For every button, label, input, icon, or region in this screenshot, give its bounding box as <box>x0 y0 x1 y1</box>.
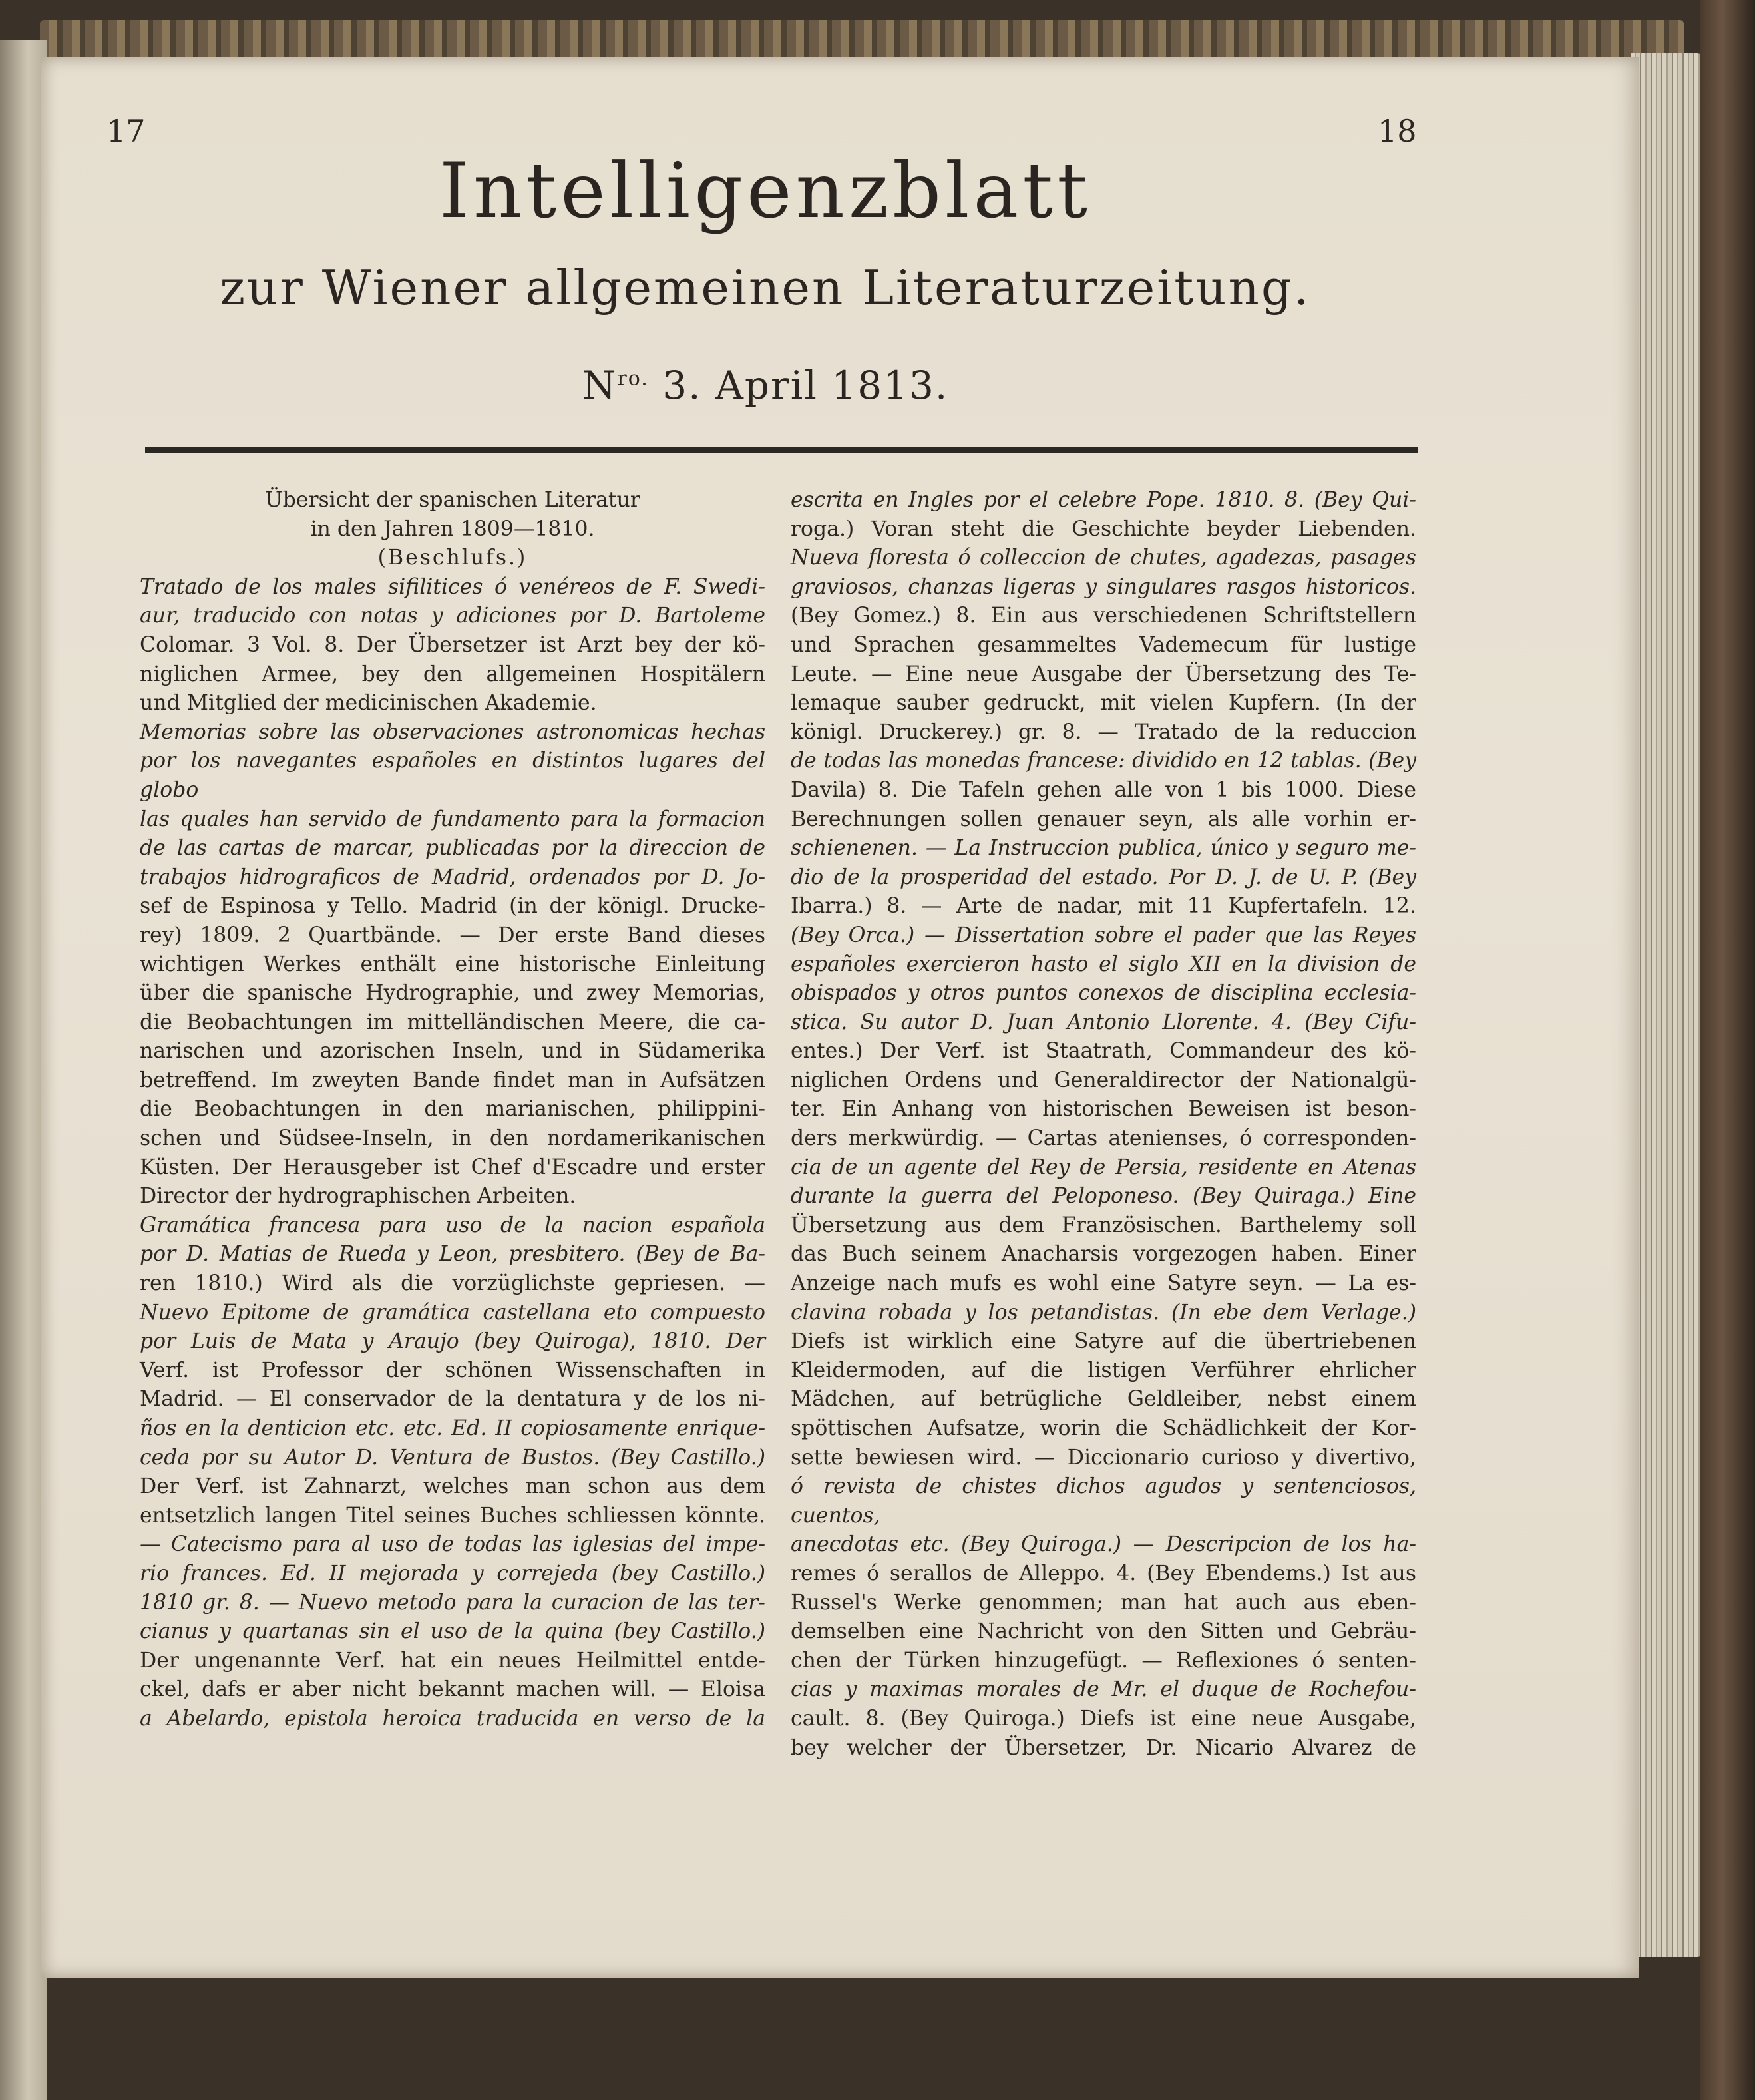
text-line: Nueva floresta ó colleccion de chutes, agadezas, pasages <box>791 546 1416 570</box>
text-line: ckel, dafs er aber nicht bekannt machen will. — Eloisa <box>140 1677 765 1702</box>
text-line: — Catecismo para al uso de todas las iglesias del impe- <box>140 1532 765 1557</box>
journal-title: Intelligenzblatt <box>439 146 1092 235</box>
text-line: stica. Su autor D. Juan Antonio Llorente. 4. (Bey Cifu- <box>791 1010 1416 1034</box>
text-line: de todas las monedas francese: dividido en 12 tablas. (Bey <box>791 749 1416 773</box>
text-line: por D. Matias de Rueda y Leon, presbitero. (Bey de Ba- <box>140 1242 765 1267</box>
text-line: graviosos, chanzas ligeras y singulares rasgos historicos. <box>791 574 1416 599</box>
text-line: Der ungenannte Verf. hat ein neues Heilmittel entde- <box>140 1648 765 1673</box>
text-line: Tratado de los males sifilitices ó venéreos de F. Swedi- <box>140 574 765 599</box>
issue-line <box>113 363 1418 408</box>
text-line: ó revista de chistes dichos agudos y sentenciosos, cuentos, <box>791 1474 1416 1528</box>
text-line: bey welcher der Übersetzer, Dr. Nicario Alvarez de <box>791 1735 1416 1760</box>
header-rule <box>145 447 1418 453</box>
text-line: sef de Espinosa y Tello. Madrid (in der königl. Drucke- <box>140 894 765 919</box>
article-heading-line: in den Jahren 1809—1810. <box>310 517 595 541</box>
text-line: Diefs ist wirklich eine Satyre auf die übertriebenen <box>791 1329 1416 1354</box>
text-line: wichtigen Werkes enthält eine historische Einleitung <box>140 952 765 976</box>
text-line: betreffend. Im zweyten Bande findet man in Aufsätzen <box>140 1068 765 1092</box>
text-line: por Luis de Mata y Araujo (bey Quiroga), 1810. Der <box>140 1329 765 1354</box>
text-line: und Sprachen gesammeltes Vademecum für lustige <box>791 632 1416 657</box>
text-line: rio frances. Ed. II mejorada y correjeda (bey Castillo.) <box>140 1561 765 1585</box>
issue-number-label: N <box>582 363 618 408</box>
text-line: Davila) 8. Die Tafeln gehen alle von 1 bis 1000. Diese <box>791 777 1416 802</box>
text-line: cias y maximas morales de Mr. el duque de Rochefou- <box>791 1677 1416 1702</box>
text-line: Madrid. — El conservador de la dentatura y de los ni- <box>140 1387 765 1412</box>
text-line: aur, traducido con notas y adiciones por D. Bartoleme <box>140 604 765 628</box>
text-line: demselben eine Nachricht von den Sitten und Gebräu- <box>791 1619 1416 1644</box>
text-line: obispados y otros puntos conexos de disciplina ecclesia- <box>791 981 1416 1006</box>
text-line: escrita en Ingles por el celebre Pope. 1810. 8. (Bey Qui- <box>791 488 1416 512</box>
text-line: Russel's Werke genommen; man hat auch aus eben- <box>791 1590 1416 1615</box>
text-line: las quales han servido de fundamento para la formacion <box>140 807 765 831</box>
text-line: por los navegantes españoles en distintos lugares del globo <box>140 749 765 802</box>
text-line: Berechnungen sollen genauer seyn, als alle vorhin er- <box>791 807 1416 831</box>
text-line: die Beobachtungen im mittelländischen Meere, die ca- <box>140 1010 765 1034</box>
text-line: schen und Südsee-Inseln, in den nordamerikanischen <box>140 1126 765 1151</box>
text-line: das Buch seinem Anacharsis vorgezogen haben. Einer <box>791 1242 1416 1267</box>
text-line: 1810 gr. 8. — Nuevo metodo para la curacion de las ter- <box>140 1590 765 1615</box>
text-line: Küsten. Der Herausgeber ist Chef d'Escadre und erster <box>140 1155 765 1179</box>
text-line: narischen und azorischen Inseln, und in Südamerika <box>140 1039 765 1064</box>
facing-page-edge <box>0 40 47 2100</box>
text-line: Übersetzung aus dem Französischen. Barthelemy soll <box>791 1213 1416 1237</box>
text-line: und Mitglied der medicinischen Akademie. <box>140 691 597 716</box>
issue-date: April 1813. <box>715 363 949 408</box>
text-line: Mädchen, auf betrügliche Geldleiber, nebst einem <box>791 1387 1416 1412</box>
text-line: trabajos hidrograficos de Madrid, ordenados por D. Jo- <box>140 865 765 889</box>
text-line: anecdotas etc. (Bey Quiroga.) — Descripcion de los ha- <box>791 1532 1416 1557</box>
text-line: ter. Ein Anhang von historischen Beweisen ist beson- <box>791 1097 1416 1122</box>
text-line: (Bey Orca.) — Dissertation sobre el pader que las Reyes <box>791 923 1416 947</box>
text-line: rey) 1809. 2 Quartbände. — Der erste Band dieses <box>140 923 765 947</box>
text-line: Der Verf. ist Zahnarzt, welches man schon aus dem <box>140 1474 765 1499</box>
text-line: Ibarra.) 8. — Arte de nadar, mit 11 Kupfertafeln. 12. <box>791 894 1416 919</box>
text-line: Gramática francesa para uso de la nacion española <box>140 1213 765 1237</box>
text-line: Director der hydrographischen Arbeiten. <box>140 1184 576 1209</box>
text-line: Leute. — Eine neue Ausgabe der Übersetzung des Te- <box>791 662 1416 686</box>
text-line: entes.) Der Verf. ist Staatrath, Commandeur des kö- <box>791 1039 1416 1064</box>
text-line: ños en la denticion etc. etc. Ed. II copiosamente enrique- <box>140 1416 765 1440</box>
text-line: cianus y quartanas sin el uso de la quina (bey Castillo.) <box>140 1619 765 1644</box>
text-line: dio de la prosperidad del estado. Por D. J. de U. P. (Bey <box>791 865 1416 889</box>
issue-number-sup: ro. <box>617 367 649 391</box>
text-line: sette bewiesen wird. — Diccionario curioso y divertivo, <box>791 1445 1416 1470</box>
text-line: cia de un agente del Rey de Persia, residente en Atenas <box>791 1155 1416 1179</box>
text-line: (Bey Gomez.) 8. Ein aus verschiedenen Schriftstellern <box>791 604 1416 628</box>
text-line: durante la guerra del Peloponeso. (Bey Quiraga.) Eine <box>791 1184 1416 1209</box>
text-line: ders merkwürdig. — Cartas atenienses, ó corresponden- <box>791 1126 1416 1151</box>
page-stack-edge <box>1631 53 1704 1957</box>
text-line: clavina robada y los petandistas. (In ebe dem Verlage.) <box>791 1300 1416 1325</box>
text-line: niglichen Ordens und Generaldirector der Nationalgü- <box>791 1068 1416 1092</box>
text-line: Colomar. 3 Vol. 8. Der Übersetzer ist Arzt bey der kö- <box>140 632 765 657</box>
text-line: schienenen. — La Instruccion publica, único y seguro me- <box>791 836 1416 861</box>
page-number-left: 17 <box>106 113 146 149</box>
text-line: Nuevo Epitome de gramática castellana eto compuesto <box>140 1300 765 1325</box>
text-line: königl. Druckerey.) gr. 8. — Tratado de la reduccion <box>791 720 1416 744</box>
text-line: roga.) Voran steht die Geschichte beyder Liebenden. <box>791 517 1416 541</box>
issue-number: 3. <box>662 363 702 408</box>
text-line: niglichen Armee, bey den allgemeinen Hospitälern <box>140 662 765 686</box>
text-column-left <box>140 486 765 1734</box>
text-line: de las cartas de marcar, publicadas por la direccion de <box>140 836 765 861</box>
text-line: entsetzlich langen Titel seines Buches schliessen könnte. <box>140 1503 765 1528</box>
text-line: ceda por su Autor D. Ventura de Bustos. (Bey Castillo.) <box>140 1445 765 1470</box>
text-line: ren 1810.) Wird als die vorzüglichste gepriesen. — <box>140 1271 765 1296</box>
journal-subtitle: zur Wiener allgemeinen Literaturzeitung. <box>220 260 1311 315</box>
text-line: españoles exercieron hasto el siglo XII en la division de <box>791 952 1416 976</box>
text-line: cault. 8. (Bey Quiroga.) Diefs ist eine neue Ausgabe, <box>791 1706 1416 1731</box>
page-number-right: 18 <box>1378 113 1417 149</box>
text-line: die Beobachtungen in den marianischen, philippini- <box>140 1097 765 1122</box>
text-line: Verf. ist Professor der schönen Wissenschaften in <box>140 1358 765 1382</box>
article-heading-line: Übersicht der spanischen Literatur <box>265 488 640 512</box>
text-line: spöttischen Aufsatze, worin die Schädlichkeit der Kor- <box>791 1416 1416 1440</box>
text-column-right <box>791 486 1416 1763</box>
text-line: Kleidermoden, auf die listigen Verführer ehrlicher <box>791 1358 1416 1382</box>
text-line: Anzeige nach mufs es wohl eine Satyre seyn. — La es- <box>791 1271 1416 1296</box>
book-binding <box>1700 0 1755 2100</box>
text-line: a Abelardo, epistola heroica traducida en verso de la <box>140 1706 765 1731</box>
text-line: Memorias sobre las observaciones astronomicas hechas <box>140 720 765 744</box>
text-line: über die spanische Hydrographie, und zwey Memorias, <box>140 981 765 1006</box>
text-line: lemaque sauber gedruckt, mit vielen Kupfern. (In der <box>791 691 1416 716</box>
article-heading-line: (Beschlufs.) <box>377 546 528 570</box>
text-line: chen der Türken hinzugefügt. — Reflexiones ó senten- <box>791 1648 1416 1673</box>
text-line: remes ó serallos de Alleppo. 4. (Bey Ebendems.) Ist aus <box>791 1561 1416 1585</box>
